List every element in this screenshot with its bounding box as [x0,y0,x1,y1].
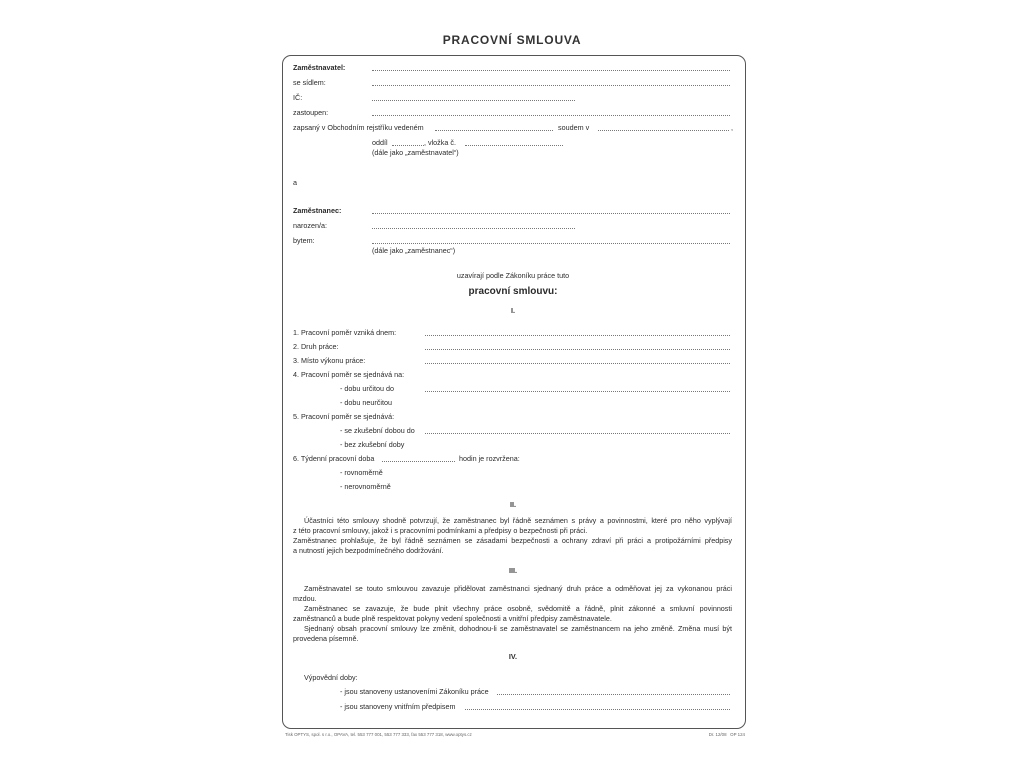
start-date-row [293,328,733,338]
even-row [293,468,733,478]
weekly-hours-row [293,454,733,464]
hours-suffix: hodin je rozvržena: [459,454,520,463]
section-3-line: provedena písemně. [293,634,359,643]
section-2-line: a nutností jejich bezpodmínečného dodržování. [293,546,444,555]
employee-residence-field [372,236,730,244]
employee-residence-row [293,236,733,246]
employer-seat-label: se sídlem: [293,78,326,87]
section-2-line: Účastníci této smlouvy shodně potvrzují, že zaměstnanec byl řádně seznámen s právy a povinnostmi, které pro něho vyplývají [304,516,732,525]
contract-heading: pracovní smlouvu: [468,286,558,297]
employee-alias: (dále jako „zaměstnanec“) [372,246,456,255]
probation-label: 5. Pracovní poměr se sjednává: [293,412,395,421]
employer-section-row [372,138,732,148]
notice-statutory-field [497,687,730,695]
employer-insert-label: , vložka č. [424,138,456,147]
workplace-row [293,356,733,366]
section-3-line: Zaměstnanec se zavazuje, že bude plnit všechny práce osobně, svědomitě a řádně, plnit zákonné a smluvní povinnosti [304,604,732,613]
employer-id-field [372,93,575,101]
employer-registry-field [435,123,553,131]
printer-imprint: Tisk OPTYS, spol. s r.o., OPAVA, tel. 553 777 001, 553 777 333, fax 553 777 318, www.optys.cz [285,732,472,737]
employer-court-field [598,123,729,131]
employer-id-label: IČ: [293,93,303,102]
section-3-line: Zaměstnavatel se touto smlouvou zavazuje přidělovat zaměstnanci sjednaný druh práce a odměňovat jej za vykonanou práci [304,584,732,593]
uneven-label: - nerovnoměrně [340,482,391,491]
notice-internal-row [293,702,733,712]
document-title: PRACOVNÍ SMLOUVA [442,33,582,47]
with-probation-field [425,426,730,434]
employer-court-label: soudem v [558,123,590,132]
weekly-hours-field [382,454,455,462]
notice-statutory-label: - jsou stanoveny ustanoveními Zákoníku práce [340,687,489,696]
fixed-term-label: - dobu určitou do [340,384,394,393]
without-probation-label: - bez zkušební doby [340,440,405,449]
without-probation-row [293,440,733,450]
employee-row [293,206,733,216]
employer-name-field [372,63,730,71]
employer-section-field [392,138,424,146]
employer-represented-row [293,108,733,118]
even-label: - rovnoměrně [340,468,383,477]
start-date-field [425,328,730,336]
employer-represented-label: zastoupen: [293,108,329,117]
employer-alias-row [372,148,732,158]
employee-residence-label: bytem: [293,236,315,245]
employer-represented-field [372,108,730,116]
section-3-line: mzdou. [293,594,317,603]
probation-row [293,412,733,422]
section-3-line: zaměstnanců a bude plně respektovat pokyny vedení společnosti a vnitřní předpisy zaměstnavatele. [293,614,612,623]
form-code: Dr. 12/08 OP 124 [708,732,745,737]
job-type-field [425,342,730,350]
section-3-line: Sjednaný obsah pracovní smlouvy lze změnit, dohodnou-li se zaměstnavatel se zaměstnancem na jeho změně. Změna musí být [304,624,732,633]
workplace-field [425,356,730,364]
intro-text: uzavírají podle Zákoníku práce tuto [456,271,570,280]
duration-label: 4. Pracovní poměr se sjednává na: [293,370,405,379]
section-3-numeral: III. [509,566,517,575]
notice-internal-label: - jsou stanoveny vnitřním předpisem [340,702,456,711]
employer-heading: Zaměstnavatel: [293,63,346,72]
section-4-numeral: IV. [508,652,518,661]
notice-statutory-row [293,687,733,697]
conjunction-row [293,178,733,188]
employee-born-label: narozen/a: [293,221,327,230]
employee-born-row [293,221,733,231]
employer-seat-field [372,78,730,86]
notice-heading-row [304,673,732,683]
notice-internal-field [465,702,730,710]
fixed-term-row [293,384,733,394]
employer-registry-row [293,123,733,133]
employer-registry-label: zapsaný v Obchodním rejstříku vedeném [293,123,424,132]
employee-heading: Zaměstnanec: [293,206,342,215]
employer-insert-field [465,138,563,146]
section-2-numeral: II. [510,500,516,509]
section-2-line: Zaměstnanec prohlašuje, že byl řádně seznámen se zásadami bezpečnosti a ochrany zdraví při práci a protipožárními předpisy [293,536,732,545]
with-probation-row [293,426,733,436]
employer-section-label: oddíl [372,138,388,147]
section-2-line: z této pracovní smlouvy, jakož i s pracovními podmínkami a předpisy o bezpečnosti při práci. [293,526,588,535]
workplace-label: 3. Místo výkonu práce: [293,356,366,365]
employee-alias-row [372,246,732,256]
duration-row [293,370,733,380]
employer-id-row [293,93,733,103]
weekly-hours-label: 6. Týdenní pracovní doba [293,454,375,463]
job-type-label: 2. Druh práce: [293,342,339,351]
indefinite-label: - dobu neurčitou [340,398,392,407]
start-date-label: 1. Pracovní poměr vzniká dnem: [293,328,397,337]
indefinite-row [293,398,733,408]
job-type-row [293,342,733,352]
uneven-row [293,482,733,492]
section-1-numeral: I. [511,306,515,315]
conjunction: a [293,178,297,187]
notice-heading: Výpovědní doby: [304,673,358,682]
with-probation-label: - se zkušební dobou do [340,426,415,435]
employee-born-field [372,221,575,229]
employer-court-end: , [731,123,733,132]
employee-name-field [372,206,730,214]
employer-row [293,63,733,73]
employer-alias: (dále jako „zaměstnavatel“) [372,148,459,157]
fixed-term-field [425,384,730,392]
employer-seat-row [293,78,733,88]
